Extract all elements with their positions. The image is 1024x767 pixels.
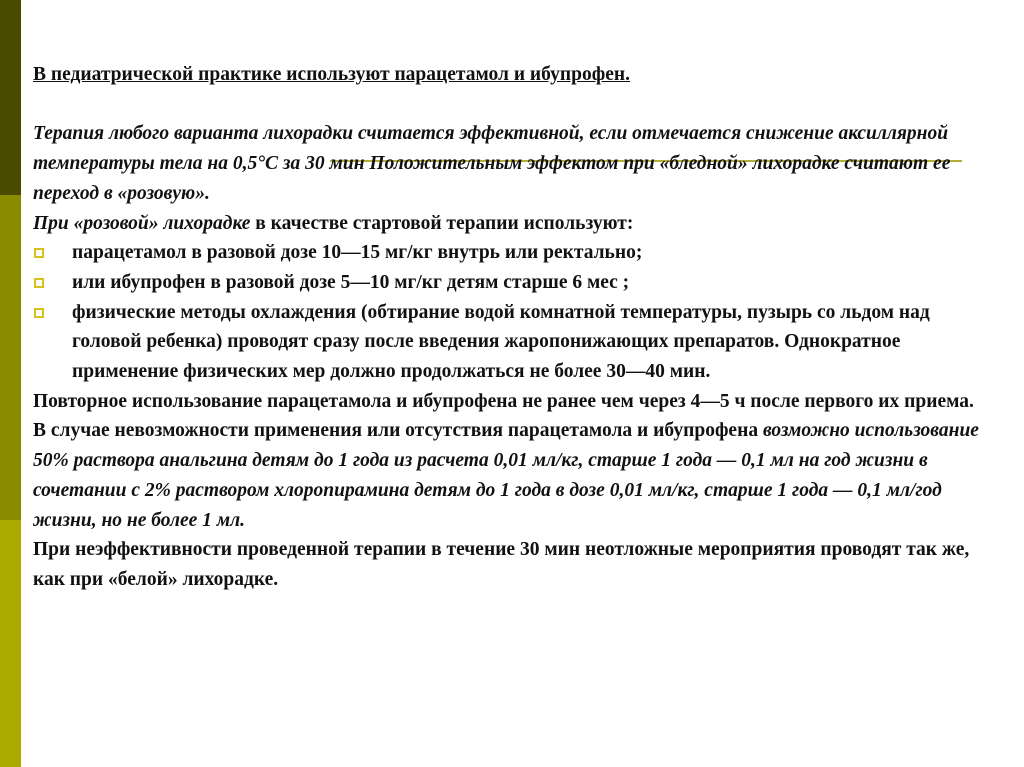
bullet-text: парацетамол в разовой дозе 10—15 мг/кг внутрь или ректально; — [72, 242, 643, 264]
pink-fever-lead-italic: При «розовой» лихорадке — [33, 212, 251, 234]
left-decorative-bar — [0, 0, 21, 767]
square-bullet-icon — [34, 248, 44, 258]
slide-title: В педиатрической практике используют парацетамол и ибупрофен. — [33, 64, 631, 85]
repeat-use-text: Повторное использование парацетамола и ибупрофена не ранее чем через 4—5 ч после первого их приема. — [33, 390, 974, 412]
alternative-therapy-normal: В случае невозможности применения или отсутствия парацетамола и ибупрофена — [33, 420, 763, 442]
pink-fever-lead — [33, 209, 993, 239]
therapy-bullet-list — [33, 238, 993, 387]
bullet-text: физические методы охлаждения (обтирание водой комнатной температуры, пузырь со льдом над головой ребенка) проводят сразу после введения жаропонижающих препаратов. Однократное применение физических мер должно продолжаться не более 30—40 мин. — [72, 301, 930, 383]
list-item — [33, 268, 993, 298]
square-bullet-icon — [34, 278, 44, 288]
ineffective-therapy-text: При неэффективности проведенной терапии в течение 30 мин неотложные мероприятия проводят так же, как при «белой» лихорадке. — [33, 539, 970, 590]
slide-content — [33, 60, 993, 595]
list-item — [33, 298, 993, 387]
list-item — [33, 238, 993, 268]
therapy-effectiveness-text: Терапия любого варианта лихорадки считается эффективной, если отмечается снижение аксиллярной температуры тела на 0,5°С за 30 мин Положительным эффектом при «бледной» лихорадке считают ее переход в «розовую». — [33, 123, 951, 204]
alternative-therapy-text — [33, 416, 993, 535]
square-bullet-icon — [34, 308, 44, 318]
bullet-text: или ибупрофен в разовой дозе 5—10 мг/кг детям старше 6 мес ; — [72, 271, 630, 293]
pink-fever-lead-rest: в качестве стартовой терапии используют: — [250, 212, 634, 234]
alternative-therapy-italic: возможно использование 50% раствора анальгина детям до 1 года из расчета 0,01 мл/кг, старше 1 года — 0,1 мл на год жизни в сочетании с 2% раствором хлоропирамина детям до 1 года в дозе 0,01 мл/кг, старше 1 года — 0,1 мл/год жизни, но не более 1 мл. — [33, 420, 979, 531]
